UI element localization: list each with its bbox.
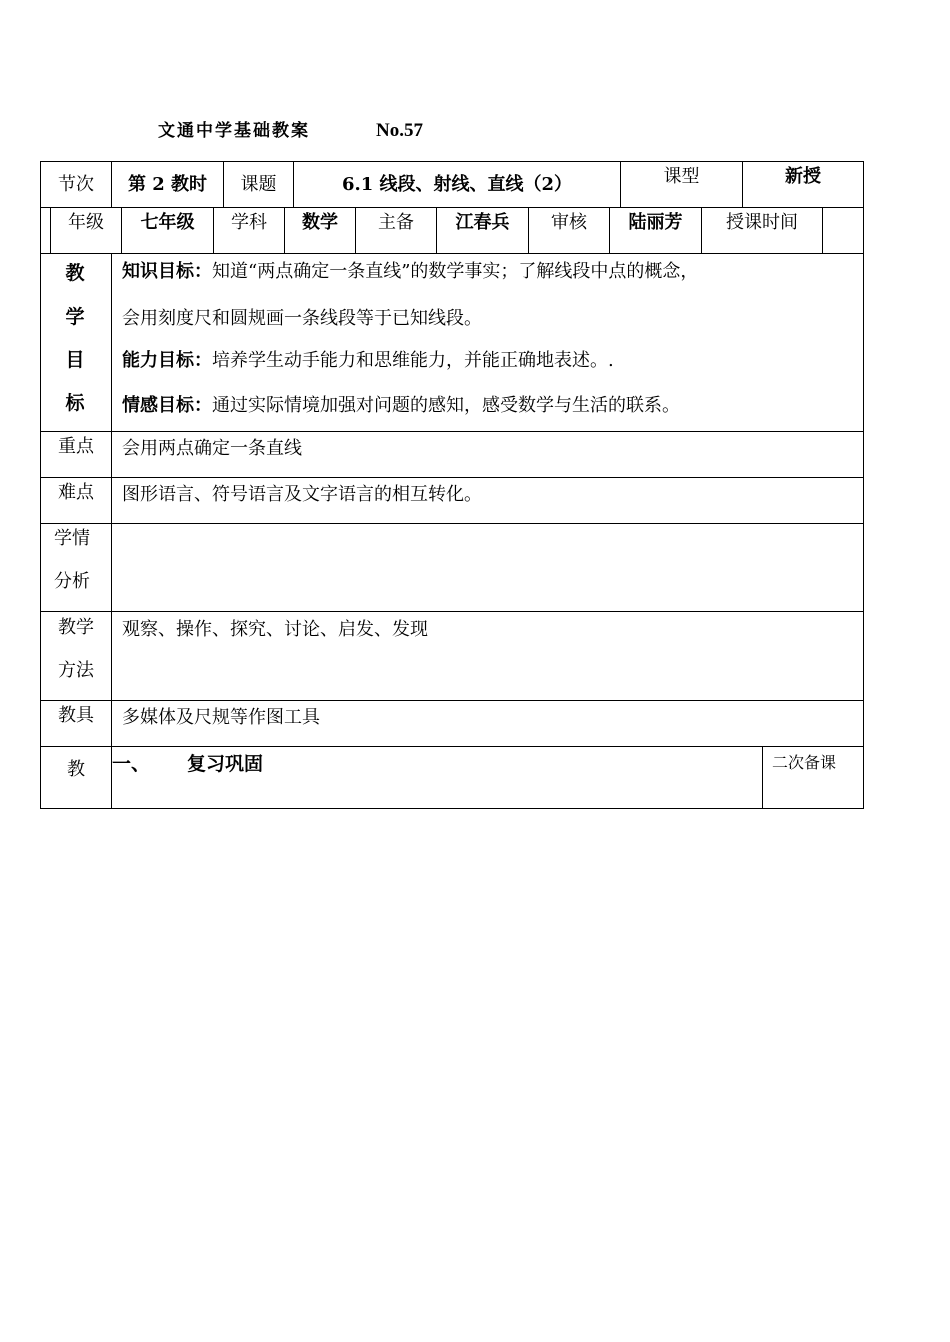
objectives-label-char: 目 — [65, 349, 85, 371]
analysis-label-line1: 学情 — [54, 528, 90, 549]
subject-value: 数学 — [302, 212, 338, 233]
ability-text: 培养学生动手能力和思维能力，并能正确地表述。. — [212, 350, 614, 371]
ability-objective — [122, 346, 614, 372]
topic-label: 课题 — [240, 174, 277, 195]
objectives-label-char: 教 — [65, 262, 85, 284]
tools-text: 多媒体及尺规等作图工具 — [122, 707, 320, 728]
table-border — [40, 808, 864, 809]
time-value — [823, 208, 863, 238]
ability-label: 能力目标： — [122, 350, 212, 371]
process-side-note: 二次备课 — [772, 753, 837, 772]
row-divider — [40, 611, 864, 612]
emotion-objective — [122, 391, 680, 417]
analysis-label-line2: 分析 — [54, 571, 90, 592]
process-section-title: 复习巩固 — [187, 753, 264, 775]
knowledge-objective-continued: 会用刻度尺和圆规画一条线段等于已知线段。 — [122, 308, 482, 329]
row-divider — [40, 477, 864, 478]
emotion-text: 通过实际情境加强对问题的感知，感受数学与生活的联系。 — [212, 395, 680, 416]
row-divider — [40, 746, 864, 747]
section-value: 第 2 教时 — [127, 174, 208, 195]
knowledge-text: 知道“两点确定一条直线”的数学事实；了解线段中点的概念， — [212, 261, 699, 282]
preparer-label: 主备 — [378, 212, 414, 233]
section-label: 节次 — [58, 174, 94, 195]
method-label-line1: 教学 — [58, 617, 94, 638]
objectives-label-char: 标 — [65, 392, 85, 414]
row-divider — [40, 431, 864, 432]
table-border — [863, 161, 864, 809]
school-title: 文通中学基础教案 — [158, 121, 310, 141]
reviewer-value: 陆丽芳 — [628, 212, 683, 233]
document-title — [158, 118, 423, 144]
difficulty-text: 图形语言、符号语言及文字语言的相互转化。 — [122, 484, 482, 505]
objectives-label-char: 学 — [65, 306, 85, 328]
difficulty-label: 难点 — [58, 482, 94, 503]
preparer-value: 江春兵 — [455, 212, 510, 233]
tools-label: 教具 — [58, 705, 94, 726]
key-point-label: 重点 — [58, 436, 94, 457]
type-label: 课型 — [663, 166, 700, 187]
knowledge-objective — [122, 257, 698, 283]
type-value: 新授 — [785, 166, 821, 187]
method-label-line2: 方法 — [58, 660, 94, 681]
cell-divider — [762, 746, 763, 809]
reviewer-label: 审核 — [551, 212, 587, 233]
document-number: No.57 — [376, 120, 423, 141]
grade-label: 年级 — [68, 212, 104, 233]
method-text: 观察、操作、探究、讨论、启发、发现 — [122, 619, 428, 640]
topic-value: 6.1 线段、射线、直线（2） — [341, 174, 573, 195]
row-divider — [40, 700, 864, 701]
process-label: 教 — [67, 759, 85, 780]
emotion-label: 情感目标： — [122, 395, 212, 416]
knowledge-label: 知识目标： — [122, 261, 212, 282]
key-point-text: 会用两点确定一条直线 — [122, 438, 302, 459]
subject-label: 学科 — [231, 212, 267, 233]
time-label: 授课时间 — [726, 212, 798, 233]
process-section-number: 一、 — [112, 753, 151, 775]
cell-divider — [111, 253, 112, 809]
row-divider — [40, 253, 864, 254]
grade-value: 七年级 — [140, 212, 195, 233]
row-divider — [40, 523, 864, 524]
